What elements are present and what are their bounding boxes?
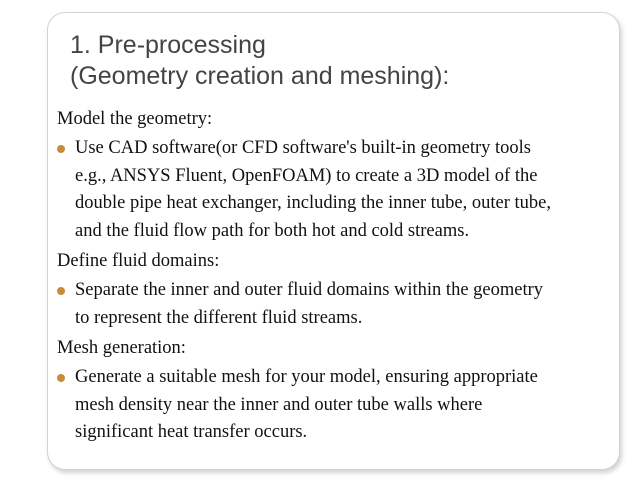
bullet-line: Use CAD software(or CFD software's built-in geometry tools xyxy=(75,138,531,158)
bullet-line: significant heat transfer occurs. xyxy=(75,422,308,442)
bullet-text xyxy=(75,135,607,245)
bullet-line: e.g., ANSYS Fluent, OpenFOAM) to create a 3D model of the xyxy=(75,165,538,186)
bullet-line: to represent the different fluid streams. xyxy=(75,307,363,328)
bullet-line: Generate a suitable mesh for your model, ensuring appropriate xyxy=(75,367,538,387)
title-line: 1. Pre-processing xyxy=(70,31,266,59)
slide-content xyxy=(57,106,607,450)
bullet-item xyxy=(57,277,607,332)
section-heading-mesh-generation: Mesh generation: xyxy=(57,338,186,358)
bullet-line: mesh density near the inner and outer tube walls where xyxy=(75,394,483,415)
bullet-icon xyxy=(57,287,65,295)
slide-title xyxy=(70,30,590,92)
bullet-line: and the fluid flow path for both hot and cold streams. xyxy=(75,220,470,241)
bullet-icon xyxy=(57,145,65,153)
section-heading-model-geometry: Model the geometry: xyxy=(57,109,213,129)
bullet-text xyxy=(75,364,607,447)
bullet-item xyxy=(57,364,607,447)
bullet-line: double pipe heat exchanger, including the inner tube, outer tube, xyxy=(75,193,551,213)
bullet-text xyxy=(75,277,607,332)
bullet-line: Separate the inner and outer fluid domains within the geometry xyxy=(75,280,544,300)
title-line: (Geometry creation and meshing): xyxy=(70,62,450,90)
section-heading-fluid-domains: Define fluid domains: xyxy=(57,251,220,271)
bullet-item xyxy=(57,135,607,245)
bullet-icon xyxy=(57,374,65,382)
